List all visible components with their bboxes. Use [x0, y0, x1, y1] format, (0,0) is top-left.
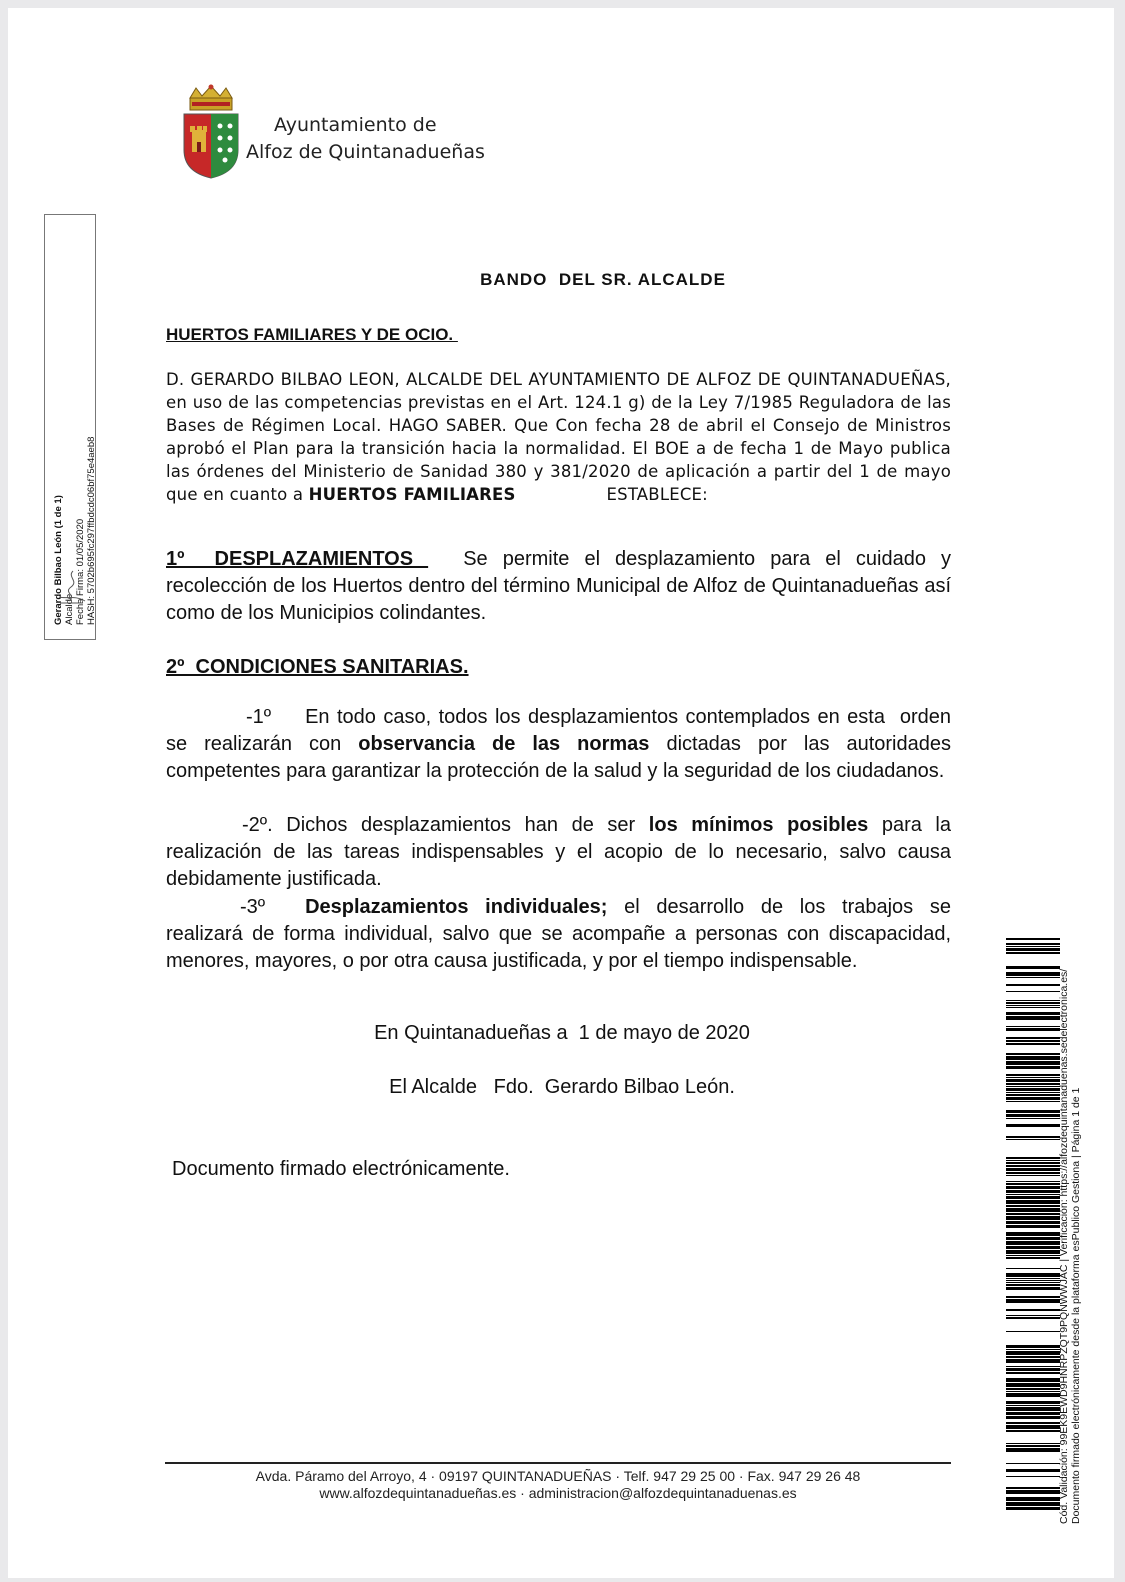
barcode-stripe [1006, 1309, 1060, 1311]
section2-heading-tail: . [462, 656, 469, 678]
organization-name [246, 112, 485, 166]
section2-heading [166, 656, 469, 679]
barcode-icon [1006, 938, 1060, 1516]
barcode-stripe [1006, 1053, 1060, 1055]
section1-paragraph [166, 546, 951, 627]
coat-of-arms-icon [180, 84, 242, 180]
barcode-stripe [1006, 1273, 1060, 1277]
barcode-stripe [1006, 1407, 1060, 1411]
barcode-stripe [1006, 1086, 1060, 1087]
barcode-stripe [1006, 1194, 1060, 1195]
condition-2-post: para la realización de las tareas indispensables y el acopio de lo necesario, salvo causa debidamente justificada. [166, 814, 951, 890]
barcode-stripe [1006, 1118, 1060, 1119]
barcode-stripe [1006, 1278, 1060, 1279]
signer-role: Alcalde [64, 593, 75, 625]
intro-text: D. GERARDO BILBAO LEON, ALCALDE DEL AYUNTAMIENTO DE ALFOZ DE QUINTANADUEÑAS, en uso de las competencias previstas en el Art. 124.1 g) de la Ley 7/1985 Reguladora de las Bases de Régimen Local. HAGO SABER. Que Con fecha 28 de abril el Consejo de Ministros aprobó el Plan para la transición hacia la normalidad. El BOE a de fecha 1 de Mayo publica las órdenes del Ministerio de Sanidad 380 y 381/2020 de aplicación a partir del 1 de mayo que en cuanto a [166, 370, 951, 504]
barcode-stripe [1006, 1366, 1060, 1367]
barcode-stripe [1006, 1287, 1060, 1290]
barcode-stripe [1006, 1083, 1060, 1085]
signer-name: Gerardo Bilbao León (1 de 1) [53, 495, 64, 625]
barcode-stripe [1006, 1443, 1060, 1444]
barcode-stripe [1006, 1074, 1060, 1076]
barcode-stripe [1006, 1507, 1060, 1510]
barcode-stripe [1006, 1040, 1060, 1042]
barcode-stripe [1006, 1497, 1060, 1501]
barcode-stripe [1006, 1056, 1060, 1060]
barcode-stripe [1006, 1043, 1060, 1045]
barcode-stripe [1006, 966, 1060, 969]
barcode-stripe [1006, 1168, 1060, 1171]
barcode-stripe [1006, 1299, 1060, 1303]
barcode-stripe [1006, 1208, 1060, 1212]
barcode-stripe [1006, 1124, 1060, 1127]
barcode-stripe [1006, 1422, 1060, 1424]
condition-1-bold: observancia de las normas [358, 733, 650, 755]
barcode-stripe [1006, 1469, 1060, 1472]
barcode-stripe [1006, 1351, 1060, 1355]
barcode-stripe [1006, 1016, 1060, 1020]
barcode-stripe [1006, 1175, 1060, 1176]
electronic-signature-note: Documento firmado electrónicamente. [172, 1158, 510, 1180]
barcode-stripe [1006, 1345, 1060, 1348]
barcode-stripe [1006, 952, 1060, 954]
barcode-stripe [1006, 1097, 1060, 1100]
barcode-stripe [1006, 938, 1060, 940]
barcode-stripe [1006, 1221, 1060, 1224]
barcode-stripe [1006, 1349, 1060, 1350]
place-date: En Quintanadueñas a 1 de mayo de 2020 [374, 1022, 750, 1044]
barcode-stripe [1006, 1268, 1060, 1269]
barcode-stripe [1006, 1232, 1060, 1236]
organization-line1: Ayuntamiento de [274, 114, 437, 136]
barcode-stripe [1006, 1136, 1060, 1138]
validation-info [1058, 969, 1082, 1524]
barcode-stripe [1006, 1331, 1060, 1332]
barcode-stripe [1006, 1250, 1060, 1254]
barcode-stripe [1006, 1315, 1060, 1316]
barcode-stripe [1006, 1391, 1060, 1392]
barcode-stripe [1006, 1296, 1060, 1298]
barcode-stripe [1006, 1172, 1060, 1174]
barcode-stripe [1006, 1061, 1060, 1065]
barcode-stripe [1006, 1359, 1060, 1363]
barcode-stripe [1006, 1181, 1060, 1182]
organization-line2: Alfoz de Quintanadueñas [246, 141, 485, 163]
barcode-stripe [1006, 1162, 1060, 1164]
barcode-stripe [1006, 1012, 1060, 1015]
barcode-stripe [1006, 1368, 1060, 1371]
intro-bold: HUERTOS FAMILIARES [308, 485, 516, 504]
intro-tail: ESTABLECE: [606, 485, 708, 504]
barcode-stripe [1006, 1225, 1060, 1228]
barcode-stripe [1006, 1183, 1060, 1185]
barcode-stripe [1006, 1416, 1060, 1419]
barcode-stripe [1006, 1079, 1060, 1082]
barcode-stripe [1006, 1165, 1060, 1167]
intro-paragraph [166, 368, 951, 506]
barcode-stripe [1006, 1077, 1060, 1078]
condition-item-1 [166, 704, 963, 785]
barcode-stripe [1006, 1241, 1060, 1245]
footer-divider [165, 1462, 951, 1464]
condition-2-pre: Dichos desplazamientos han de ser [286, 814, 649, 836]
section-heading-huertos: HUERTOS FAMILIARES Y DE OCIO. [166, 325, 458, 344]
signer-line: El Alcalde Fdo. Gerardo Bilbao León. [389, 1076, 735, 1098]
barcode-stripe [1006, 1037, 1060, 1039]
barcode-stripe [1006, 991, 1060, 992]
barcode-stripe [1006, 1383, 1060, 1387]
validation-code: Cód. Validación: 99EK9EWD9HNRPZQT9PQNWWJAC | Verificación: https://alfozdequintanaduenas.sedelectronica.es/ [1058, 968, 1070, 1524]
barcode-stripe [1006, 1412, 1060, 1415]
barcode-stripe [1006, 1255, 1060, 1256]
barcode-stripe [1006, 1205, 1060, 1207]
barcode-stripe [1006, 1157, 1060, 1159]
barcode-stripe [1006, 1114, 1060, 1117]
barcode-stripe [1006, 1002, 1060, 1004]
barcode-stripe [1006, 1000, 1060, 1001]
condition-2-num: -2º. [242, 814, 273, 836]
barcode-stripe [1006, 1282, 1060, 1283]
barcode-stripe [1006, 1026, 1060, 1027]
barcode-stripe [1006, 1356, 1060, 1358]
barcode-stripe [1006, 1401, 1060, 1404]
barcode-stripe [1006, 1094, 1060, 1096]
signature-hash: HASH: 5702b695fc297ffbdcdc06bf75e4aeb8 [86, 436, 97, 625]
barcode-stripe [1006, 1463, 1060, 1464]
footer-address: Avda. Páramo del Arroyo, 4 · 09197 QUINTANADUEÑAS · Telf. 947 29 25 00 · Fax. 947 29 26 48 [255, 1468, 861, 1484]
barcode-stripe [1006, 1160, 1060, 1161]
barcode-stripe [1006, 1007, 1060, 1008]
condition-2-bold: los mínimos posibles [648, 814, 869, 836]
barcode-stripe [1006, 1280, 1060, 1281]
barcode-stripe [1006, 1284, 1060, 1286]
condition-item-2 [166, 812, 951, 893]
document-page [8, 8, 1114, 1578]
condition-1-post: dictadas por las autoridades competentes para garantizar la protección de la salud y la seguridad de los ciudadanos. [166, 733, 951, 782]
barcode-stripe [1006, 1237, 1060, 1240]
footer-contact: www.alfozdequintanadueñas.es · administracion@alfozdequintanaduenas.es [319, 1485, 797, 1501]
barcode-stripe [1006, 1196, 1060, 1199]
condition-1-pre: En todo caso, todos los desplazamientos contemplados en esta orden se realizarán con [166, 706, 963, 755]
validation-platform: Documento firmado electrónicamente desde la plataforma esPublico Gestiona | Página 1 de 1 [1070, 1087, 1082, 1524]
barcode-stripe [1006, 977, 1060, 978]
barcode-stripe [1006, 1186, 1060, 1189]
barcode-stripe [1006, 1246, 1060, 1249]
barcode-stripe [1006, 943, 1060, 945]
document-title: BANDO DEL SR. ALCALDE [480, 270, 726, 289]
barcode-stripe [1006, 1005, 1060, 1006]
barcode-stripe [1006, 1216, 1060, 1220]
barcode-stripe [1006, 1190, 1060, 1193]
barcode-stripe [1006, 1088, 1060, 1091]
condition-3-bold: Desplazamientos individuales; [305, 896, 608, 918]
barcode-stripe [1006, 1445, 1060, 1447]
barcode-stripe [1006, 946, 1060, 947]
condition-3-num: -3º [240, 896, 266, 918]
barcode-stripe [1006, 1257, 1060, 1259]
barcode-stripe [1006, 1405, 1060, 1406]
handwritten-signature-icon [53, 567, 89, 607]
barcode-stripe [1006, 972, 1060, 976]
section1-text: Se permite el desplazamiento para el cuidado y recolección de los Huertos dentro del término Municipal de Alfoz de Quintanadueñas así como de los Municipios colindantes. [166, 548, 952, 624]
barcode-stripe [1006, 984, 1060, 986]
barcode-stripe [1006, 1487, 1060, 1489]
section1-heading: 1º DESPLAZAMIENTOS [166, 548, 429, 570]
barcode-stripe [1006, 1372, 1060, 1374]
barcode-stripe [1006, 1378, 1060, 1382]
barcode-stripe [1006, 1388, 1060, 1390]
barcode-stripe [1006, 1476, 1060, 1477]
barcode-stripe [1006, 1425, 1060, 1429]
barcode-stripe [1006, 1028, 1060, 1031]
signature-date: Fecha Firma: 01/05/2020 [75, 518, 86, 625]
barcode-stripe [1006, 1110, 1060, 1113]
barcode-stripe [1006, 1490, 1060, 1494]
section2-heading-text: 2º CONDICIONES SANITARIAS [166, 656, 463, 678]
barcode-stripe [1006, 1317, 1060, 1319]
barcode-stripe [1006, 1430, 1060, 1432]
barcode-stripe [1006, 948, 1060, 951]
barcode-stripe [1006, 1066, 1060, 1069]
barcode-stripe [1006, 1213, 1060, 1215]
barcode-stripe [1006, 1448, 1060, 1452]
barcode-stripe [1006, 1200, 1060, 1204]
barcode-stripe [1006, 1393, 1060, 1397]
barcode-stripe [1006, 1092, 1060, 1093]
condition-item-3 [166, 894, 951, 975]
condition-1-num: -1º [246, 706, 272, 728]
barcode-stripe [1006, 1101, 1060, 1102]
condition-3-post: el desarrollo de los trabajos se realizará de forma individual, salvo que se acompañe a personas con discapacidad, menores, mayores, o por otra causa justificada, y por el tiempo indispensable. [166, 896, 951, 972]
barcode-stripe [1006, 1502, 1060, 1506]
barcode-stripe [1006, 1139, 1060, 1140]
